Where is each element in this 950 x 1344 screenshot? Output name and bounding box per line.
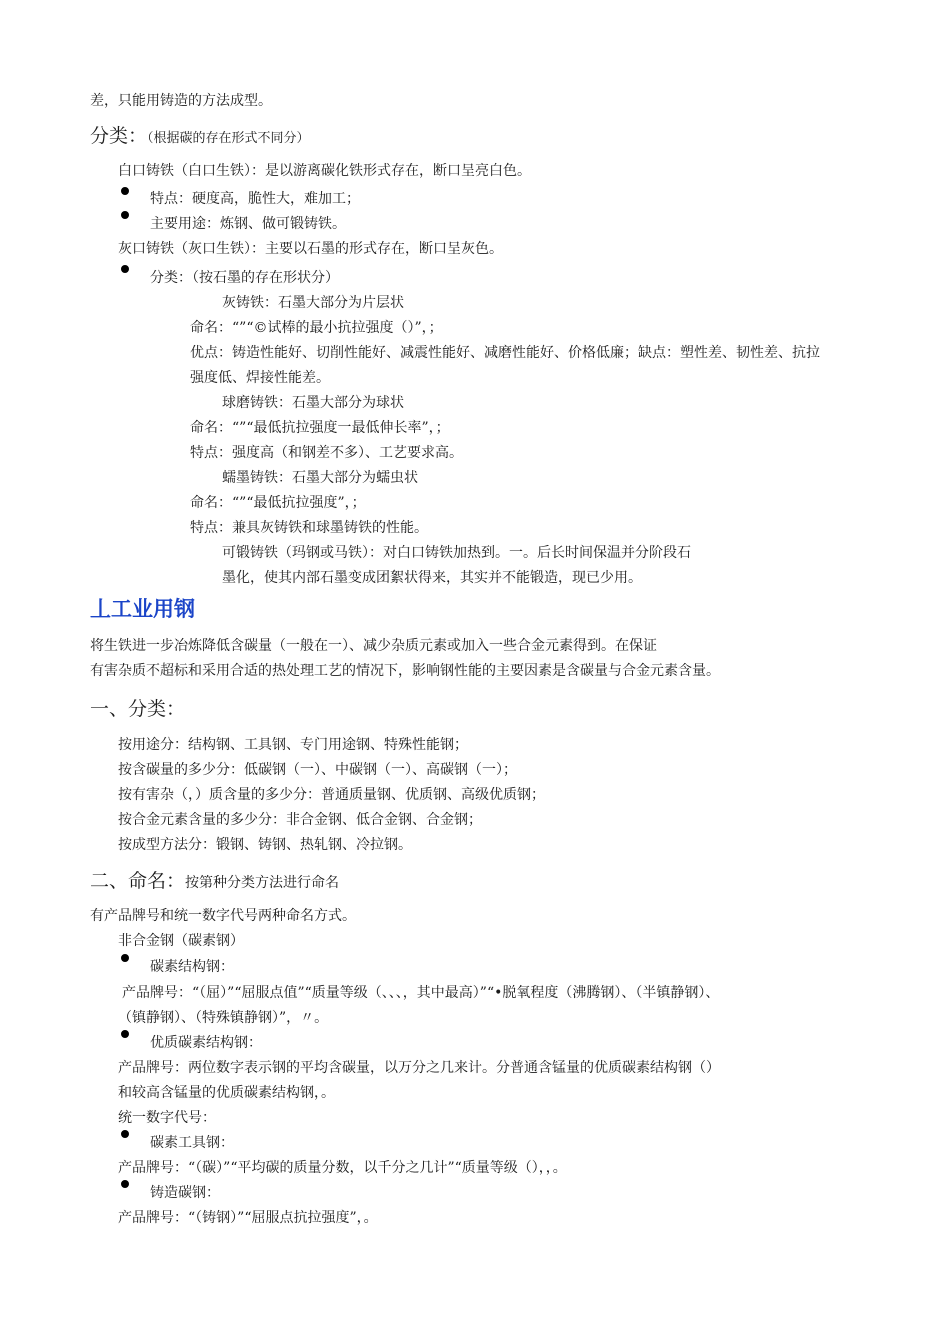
line-19: 墨化，使其内部石墨变成团絮状得来，其实并不能锻造，现已少用。 [222, 570, 642, 586]
bullet-icon [121, 265, 129, 273]
line-5: 主要用途：炼钢、做可锻铸铁。 [150, 216, 346, 232]
line-21: 将生铁进一步冶炼降低含碳量（一般在一）、减少杂质元素或加入一些合金元素得到。在保证 [90, 638, 657, 654]
line-34: （镇静钢）、（特殊镇静钢）”，〃。 [118, 1010, 329, 1026]
line-33: 产品牌号：“（屈）”“屈服点值”“质量等级（、、、，其中最高）”“•脱氧程度（沸腾钢）、（半镇静钢）、 [122, 985, 720, 1001]
heading-classification-title: 分类： [90, 125, 148, 147]
line-36: 产品牌号：两位数字表示钢的平均含碳量，以万分之几来计。分普通含锰量的优质碳素结构钢（） [118, 1060, 720, 1076]
line-13: 命名：“”“最低抗拉强度一最低伸长率”，； [190, 420, 450, 436]
line-24: 按用途分：结构钢、工具钢、专门用途钢、特殊性能钢； [118, 737, 468, 753]
bullet-icon [121, 954, 129, 962]
line-25: 按含碳量的多少分：低碳钢（一）、中碳钢（一）、高碳钢（一）； [118, 762, 517, 778]
line-11: 强度低、焊接性能差。 [190, 370, 330, 386]
section-title-industrial-steel: 丄工业用钢 [90, 597, 195, 621]
heading-classification-note: （根据碳的存在形式不同分） [147, 131, 310, 146]
bullet-icon [121, 1030, 129, 1038]
line-28: 按成型方法分：锻钢、铸钢、热轧钢、冷拉钢。 [118, 837, 412, 853]
heading-steel-classification: 一、分类： [90, 698, 186, 720]
line-22: 有害杂质不超标和采用合适的热处理工艺的情况下，影响钢性能的主要因素是含碳量与合金元素含量。 [90, 663, 720, 679]
bullet-icon [121, 1130, 129, 1138]
heading-naming-title: 二、命名： [90, 870, 186, 892]
line-30: 有产品牌号和统一数字代号两种命名方式。 [90, 908, 356, 924]
line-40: 产品牌号：“（碳）”“平均碳的质量分数，以千分之几计”“质量等级（），，。 [118, 1160, 567, 1176]
line-38: 统一数字代号： [118, 1110, 216, 1126]
line-39: 碳素工具钢： [150, 1135, 234, 1151]
line-42: 产品牌号：“（铸钢）”“屈服点抗拉强度”，。 [118, 1210, 378, 1226]
line-8: 灰铸铁：石墨大部分为片层状 [222, 295, 404, 311]
line-9: 命名：“”“©试棒的最小抗拉强度（）”，； [190, 320, 443, 336]
heading-naming-note: 按第种分类方法进行命名 [185, 875, 340, 891]
line-6: 灰口铸铁（灰口生铁）：主要以石墨的形式存在，断口呈灰色。 [118, 241, 503, 257]
line-17: 特点：兼具灰铸铁和球墨铸铁的性能。 [190, 520, 428, 536]
line-32: 碳素结构钢： [150, 959, 234, 975]
line-4: 特点：硬度高，脆性大，难加工； [150, 191, 360, 207]
bullet-icon [121, 1180, 129, 1188]
line-37: 和较高含锰量的优质碳素结构钢，。 [118, 1085, 335, 1101]
line-12: 球磨铸铁：石墨大部分为球状 [222, 395, 404, 411]
line-1: 差，只能用铸造的方法成型。 [90, 93, 272, 109]
line-27: 按合金元素含量的多少分：非合金钢、低合金钢、合金钢； [118, 812, 482, 828]
bullet-icon [121, 211, 129, 219]
line-3: 白口铸铁（白口生铁）：是以游离碳化铁形式存在，断口呈亮白色。 [118, 163, 531, 179]
line-31: 非合金钢（碳素钢） [118, 933, 244, 949]
heading-naming [90, 869, 339, 893]
line-14: 特点：强度高（和钢差不多）、工艺要求高。 [190, 445, 463, 461]
line-26: 按有害杂（，）质含量的多少分：普通质量钢、优质钢、高级优质钢； [118, 787, 545, 803]
line-16: 命名：“”“最低抗拉强度”，； [190, 495, 366, 511]
heading-classification [90, 124, 310, 148]
line-18: 可锻铸铁（玛钢或马铁）：对白口铸铁加热到。一。后长时间保温并分阶段石 [222, 545, 691, 561]
line-7: 分类：（按石墨的存在形状分） [150, 270, 339, 286]
line-35: 优质碳素结构钢： [150, 1035, 262, 1051]
line-15: 蠕墨铸铁：石墨大部分为蠕虫状 [222, 470, 418, 486]
line-10: 优点：铸造性能好、切削性能好、减震性能好、减磨性能好、价格低廉；缺点：塑性差、韧性差、抗拉 [190, 345, 820, 361]
line-41: 铸造碳钢： [150, 1185, 220, 1201]
bullet-icon [121, 187, 129, 195]
